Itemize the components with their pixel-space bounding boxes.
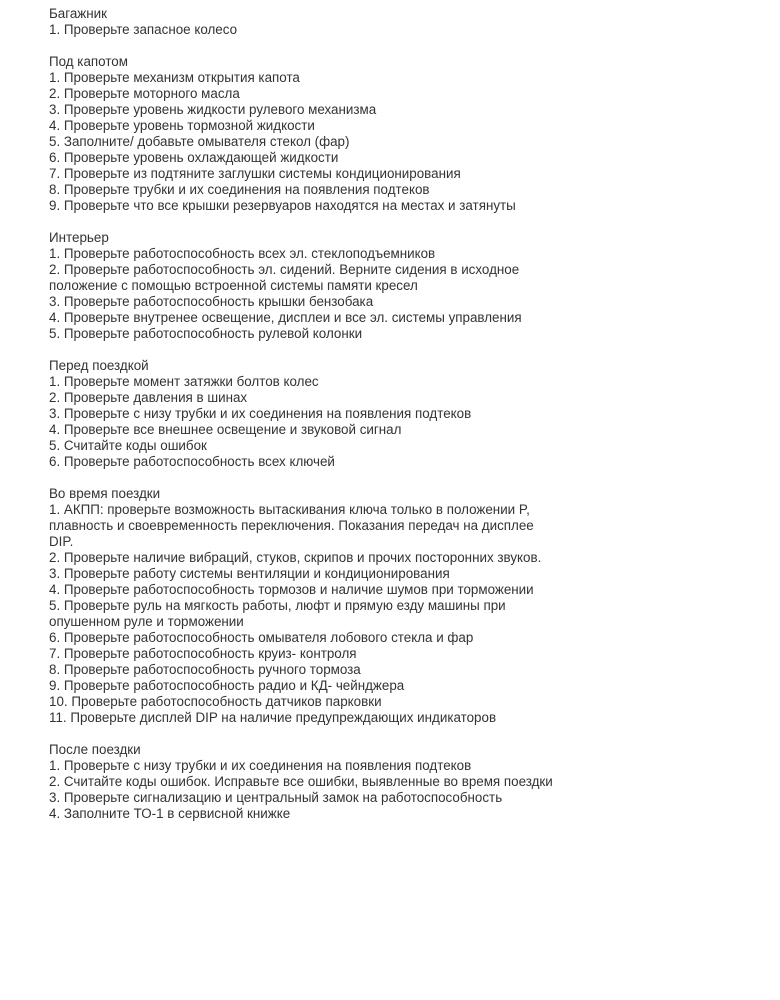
- list-item: 2. Проверьте наличие вибраций, стуков, скрипов и прочих посторонних звуков.: [49, 550, 542, 565]
- list-item: 1. Проверьте с низу трубки и их соединения на появления подтеков: [49, 758, 472, 773]
- list-item: 1. Проверьте запасное колесо: [49, 22, 238, 37]
- list-item: 4. Заполните ТО-1 в сервисной книжке: [49, 806, 291, 821]
- list-item: 4. Проверьте внутренее освещение, дисплеи и все эл. системы управления: [49, 310, 522, 325]
- section-title: Интерьер: [49, 230, 109, 245]
- section-title: Под капотом: [49, 54, 128, 69]
- list-item: 5. Заполните/ добавьте омывателя стекол (фар): [49, 134, 350, 149]
- list-item: 1. АКПП: проверьте возможность вытаскивания ключа только в положении P, плавность и своевременность переключения. Показания передач на дисплее DIP.: [49, 502, 534, 549]
- checklist-document: [49, 6, 559, 838]
- list-item: 10. Проверьте работоспособность датчиков парковки: [49, 694, 382, 709]
- section-trunk: [49, 6, 559, 38]
- list-item: 3. Проверьте уровень жидкости рулевого механизма: [49, 102, 377, 117]
- list-item: 2. Считайте коды ошибок. Исправьте все ошибки, выявленные во время поездки: [49, 774, 553, 789]
- list-item: 4. Проверьте работоспособность тормозов и наличие шумов при торможении: [49, 582, 534, 597]
- list-item: 7. Проверьте из подтяните заглушки системы кондиционирования: [49, 166, 461, 181]
- list-item: 8. Проверьте трубки и их соединения на появления подтеков: [49, 182, 430, 197]
- list-item: 9. Проверьте работоспособность радио и КД- чейнджера: [49, 678, 405, 693]
- list-item: 1. Проверьте механизм открытия капота: [49, 70, 300, 85]
- section-after-trip: [49, 742, 559, 822]
- list-item: 2. Проверьте работоспособность эл. сидений. Верните сидения в исходное положение с помощью встроенной системы памяти кресел: [49, 262, 520, 293]
- list-item: 2. Проверьте давления в шинах: [49, 390, 248, 405]
- list-item: 6. Проверьте работоспособность омывателя лобового стекла и фар: [49, 630, 474, 645]
- section-interior: [49, 230, 559, 342]
- section-during-trip: [49, 486, 559, 726]
- list-item: 3. Проверьте с низу трубки и их соединения на появления подтеков: [49, 406, 472, 421]
- section-title: Перед поездкой: [49, 358, 149, 373]
- list-item: 3. Проверьте работу системы вентиляции и кондиционирования: [49, 566, 450, 581]
- section-title: Багажник: [49, 6, 107, 21]
- list-item: 6. Проверьте уровень охлаждающей жидкости: [49, 150, 339, 165]
- list-item: 9. Проверьте что все крышки резервуаров находятся на местах и затянуты: [49, 198, 516, 213]
- list-item: 11. Проверьте дисплей DIP на наличие предупреждающих индикаторов: [49, 710, 497, 725]
- list-item: 4. Проверьте все внешнее освещение и звуковой сигнал: [49, 422, 402, 437]
- list-item: 1. Проверьте момент затяжки болтов колес: [49, 374, 319, 389]
- list-item: 2. Проверьте моторного масла: [49, 86, 240, 101]
- section-before-trip: [49, 358, 559, 470]
- list-item: 3. Проверьте сигнализацию и центральный замок на работоспособность: [49, 790, 503, 805]
- list-item: 8. Проверьте работоспособность ручного тормоза: [49, 662, 361, 677]
- list-item: 5. Проверьте руль на мягкость работы, люфт и прямую езду машины при опушенном руле и торможении: [49, 598, 506, 629]
- section-title: Во время поездки: [49, 486, 161, 501]
- list-item: 5. Проверьте работоспособность рулевой колонки: [49, 326, 363, 341]
- list-item: 1. Проверьте работоспособность всех эл. стеклоподъемников: [49, 246, 436, 261]
- section-title: После поездки: [49, 742, 141, 757]
- list-item: 3. Проверьте работоспособность крышки бензобака: [49, 294, 374, 309]
- list-item: 5. Считайте коды ошибок: [49, 438, 207, 453]
- list-item: 4. Проверьте уровень тормозной жидкости: [49, 118, 315, 133]
- list-item: 6. Проверьте работоспособность всех ключей: [49, 454, 335, 469]
- list-item: 7. Проверьте работоспособность круиз- контроля: [49, 646, 357, 661]
- section-under-hood: [49, 54, 559, 214]
